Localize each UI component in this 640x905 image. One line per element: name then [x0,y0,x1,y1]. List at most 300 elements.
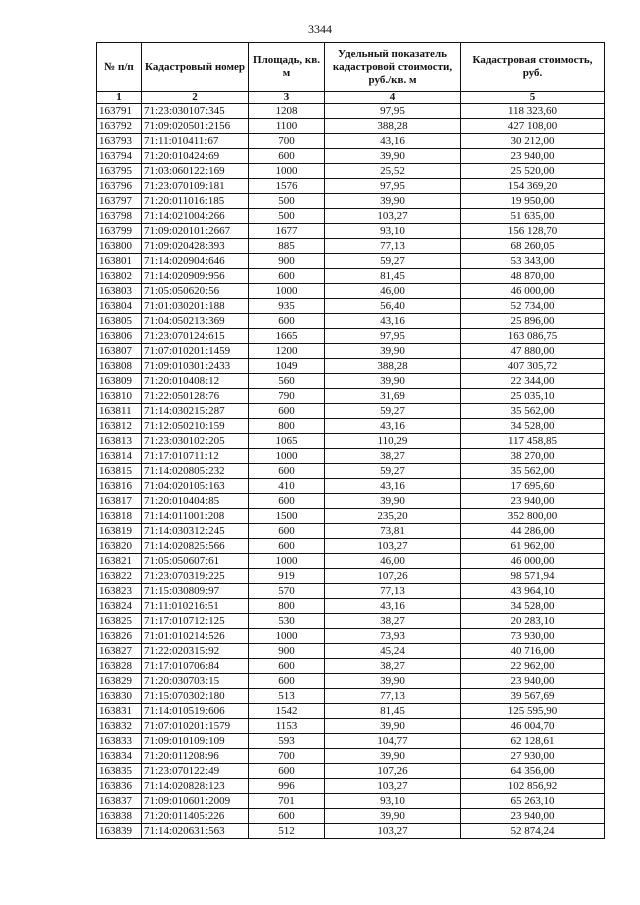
cadastral-number: 71:23:030107:345 [142,104,249,119]
table-row [97,614,605,629]
unit-value: 73,81 [325,524,461,539]
table-row [97,434,605,449]
unit-value: 77,13 [325,239,461,254]
row-index: 163796 [97,179,142,194]
unit-value: 39,90 [325,194,461,209]
row-index: 163804 [97,299,142,314]
row-index: 163834 [97,749,142,764]
row-index: 163820 [97,539,142,554]
row-index: 163825 [97,614,142,629]
unit-value: 388,28 [325,359,461,374]
column-number: 2 [142,92,249,104]
page-number: 3344 [308,22,332,36]
table-row [97,314,605,329]
header-area: Площадь, кв. м [249,43,325,92]
area: 1049 [249,359,325,374]
header-unit-value: Удельный показатель кадастровой стоимости, руб./кв. м [325,43,461,92]
cadastral-number: 71:14:020828:123 [142,779,249,794]
table-row [97,299,605,314]
row-index: 163837 [97,794,142,809]
header-index: № п/п [97,43,142,92]
cadastral-number: 71:20:011016:185 [142,194,249,209]
row-index: 163793 [97,134,142,149]
table-row [97,524,605,539]
table-row [97,284,605,299]
cadastral-number: 71:09:020501:2156 [142,119,249,134]
row-index: 163802 [97,269,142,284]
cadastral-number: 71:09:010601:2009 [142,794,249,809]
cadastral-value: 25 520,00 [461,164,605,179]
cadastral-value: 52 734,00 [461,299,605,314]
cadastral-value: 39 567,69 [461,689,605,704]
area: 1576 [249,179,325,194]
unit-value: 59,27 [325,254,461,269]
cadastral-value: 117 458,85 [461,434,605,449]
cadastral-value: 52 874,24 [461,824,605,839]
unit-value: 103,27 [325,779,461,794]
table-row [97,704,605,719]
unit-value: 43,16 [325,479,461,494]
row-index: 163798 [97,209,142,224]
row-index: 163807 [97,344,142,359]
area: 1065 [249,434,325,449]
area: 1200 [249,344,325,359]
row-index: 163829 [97,674,142,689]
area: 996 [249,779,325,794]
table-row [97,344,605,359]
cadastral-value: 40 716,00 [461,644,605,659]
cadastral-value: 102 856,92 [461,779,605,794]
row-index: 163795 [97,164,142,179]
unit-value: 31,69 [325,389,461,404]
row-index: 163815 [97,464,142,479]
unit-value: 56,40 [325,299,461,314]
unit-value: 97,95 [325,329,461,344]
unit-value: 38,27 [325,659,461,674]
table-row [97,509,605,524]
cadastral-number: 71:20:030703:15 [142,674,249,689]
cadastral-number: 71:14:010519:606 [142,704,249,719]
unit-value: 45,24 [325,644,461,659]
unit-value: 39,90 [325,749,461,764]
table-row [97,269,605,284]
table-row [97,104,605,119]
unit-value: 39,90 [325,809,461,824]
unit-value: 97,95 [325,179,461,194]
unit-value: 103,27 [325,539,461,554]
unit-value: 39,90 [325,719,461,734]
table-row [97,659,605,674]
unit-value: 97,95 [325,104,461,119]
unit-value: 103,27 [325,209,461,224]
cadastral-value: 46 000,00 [461,284,605,299]
area: 600 [249,314,325,329]
table-row [97,494,605,509]
cadastral-number: 71:20:011405:226 [142,809,249,824]
unit-value: 43,16 [325,419,461,434]
area: 600 [249,809,325,824]
row-index: 163814 [97,449,142,464]
unit-value: 46,00 [325,284,461,299]
cadastral-number: 71:23:070109:181 [142,179,249,194]
cadastral-value: 51 635,00 [461,209,605,224]
column-number: 4 [325,92,461,104]
cadastral-value: 17 695,60 [461,479,605,494]
row-index: 163827 [97,644,142,659]
row-index: 163819 [97,524,142,539]
cadastral-value: 19 950,00 [461,194,605,209]
row-index: 163835 [97,764,142,779]
area: 900 [249,644,325,659]
unit-value: 43,16 [325,314,461,329]
unit-value: 38,27 [325,449,461,464]
cadastral-number: 71:14:020825:566 [142,539,249,554]
table-row [97,584,605,599]
area: 500 [249,194,325,209]
table-row [97,389,605,404]
cadastral-value: 48 870,00 [461,269,605,284]
area: 410 [249,479,325,494]
table-row [97,779,605,794]
row-index: 163833 [97,734,142,749]
cadastral-value: 38 270,00 [461,449,605,464]
area: 600 [249,659,325,674]
cadastral-number: 71:09:010109:109 [142,734,249,749]
row-index: 163816 [97,479,142,494]
row-index: 163809 [97,374,142,389]
row-index: 163794 [97,149,142,164]
cadastral-value: 47 880,00 [461,344,605,359]
unit-value: 107,26 [325,569,461,584]
area: 600 [249,404,325,419]
table-row [97,764,605,779]
cadastral-number: 71:14:020805:232 [142,464,249,479]
cadastral-value: 427 108,00 [461,119,605,134]
area: 600 [249,464,325,479]
unit-value: 38,27 [325,614,461,629]
area: 600 [249,764,325,779]
unit-value: 39,90 [325,374,461,389]
area: 600 [249,539,325,554]
area: 600 [249,269,325,284]
row-index: 163810 [97,389,142,404]
table-row [97,599,605,614]
cadastral-value: 23 940,00 [461,149,605,164]
row-index: 163821 [97,554,142,569]
row-index: 163808 [97,359,142,374]
cadastral-value: 125 595,90 [461,704,605,719]
cadastral-value: 64 356,00 [461,764,605,779]
area: 1000 [249,449,325,464]
table-body [97,104,605,839]
unit-value: 104,77 [325,734,461,749]
table-row [97,554,605,569]
cadastral-number: 71:03:060122:169 [142,164,249,179]
area: 1000 [249,164,325,179]
cadastral-value: 73 930,00 [461,629,605,644]
table-row [97,119,605,134]
unit-value: 73,93 [325,629,461,644]
table-row [97,479,605,494]
cadastral-value: 43 964,10 [461,584,605,599]
row-index: 163818 [97,509,142,524]
row-index: 163813 [97,434,142,449]
header-row [97,43,605,92]
unit-value: 77,13 [325,584,461,599]
table-row [97,239,605,254]
header-cadastral-number: Кадастровый номер [142,43,249,92]
cadastral-number: 71:15:030809:97 [142,584,249,599]
table-row [97,179,605,194]
cadastral-value: 30 212,00 [461,134,605,149]
table-row [97,194,605,209]
cadastral-value: 27 930,00 [461,749,605,764]
table-row [97,209,605,224]
unit-value: 39,90 [325,674,461,689]
table-row [97,629,605,644]
row-index: 163791 [97,104,142,119]
area: 1208 [249,104,325,119]
cadastral-value: 23 940,00 [461,809,605,824]
cadastral-number: 71:14:030215:287 [142,404,249,419]
cadastre-table [96,42,605,839]
cadastral-number: 71:23:070124:615 [142,329,249,344]
cadastral-value: 22 344,00 [461,374,605,389]
cadastral-value: 163 086,75 [461,329,605,344]
unit-value: 81,45 [325,269,461,284]
table-row [97,719,605,734]
cadastral-number: 71:17:010706:84 [142,659,249,674]
row-index: 163805 [97,314,142,329]
cadastral-value: 34 528,00 [461,599,605,614]
table-row [97,824,605,839]
area: 1000 [249,554,325,569]
row-index: 163806 [97,329,142,344]
cadastral-number: 71:23:070319:225 [142,569,249,584]
table-row [97,224,605,239]
row-index: 163822 [97,569,142,584]
table-row [97,419,605,434]
cadastral-value: 23 940,00 [461,674,605,689]
table-row [97,809,605,824]
cadastral-number: 71:20:010408:12 [142,374,249,389]
table-row [97,254,605,269]
table-row [97,539,605,554]
cadastral-number: 71:01:030201:188 [142,299,249,314]
cadastral-value: 156 128,70 [461,224,605,239]
row-index: 163838 [97,809,142,824]
area: 700 [249,749,325,764]
area: 600 [249,524,325,539]
cadastral-number: 71:14:020631:563 [142,824,249,839]
unit-value: 93,10 [325,224,461,239]
table-row [97,359,605,374]
row-index: 163799 [97,224,142,239]
cadastral-value: 25 035,10 [461,389,605,404]
unit-value: 103,27 [325,824,461,839]
unit-value: 43,16 [325,134,461,149]
row-index: 163817 [97,494,142,509]
cadastral-number: 71:15:070302:180 [142,689,249,704]
table-row [97,164,605,179]
area: 600 [249,149,325,164]
cadastral-number: 71:04:050213:369 [142,314,249,329]
cadastral-number: 71:04:020105:163 [142,479,249,494]
area: 1153 [249,719,325,734]
area: 700 [249,134,325,149]
row-index: 163811 [97,404,142,419]
cadastral-number: 71:05:050607:61 [142,554,249,569]
table-row [97,374,605,389]
row-index: 163792 [97,119,142,134]
table-row [97,569,605,584]
row-index: 163836 [97,779,142,794]
cadastral-value: 22 962,00 [461,659,605,674]
area: 935 [249,299,325,314]
cadastral-number: 71:20:010404:85 [142,494,249,509]
area: 900 [249,254,325,269]
cadastral-number: 71:20:010424:69 [142,149,249,164]
cadastral-value: 98 571,94 [461,569,605,584]
row-index: 163800 [97,239,142,254]
row-index: 163824 [97,599,142,614]
table-row [97,329,605,344]
cadastral-value: 68 260,05 [461,239,605,254]
cadastral-value: 35 562,00 [461,404,605,419]
unit-value: 39,90 [325,494,461,509]
unit-value: 43,16 [325,599,461,614]
area: 800 [249,419,325,434]
unit-value: 107,26 [325,764,461,779]
table-row [97,734,605,749]
cadastral-number: 71:01:010214:526 [142,629,249,644]
cadastral-number: 71:22:050128:76 [142,389,249,404]
area: 530 [249,614,325,629]
column-number: 1 [97,92,142,104]
cadastral-number: 71:14:020909:956 [142,269,249,284]
row-index: 163831 [97,704,142,719]
area: 1000 [249,284,325,299]
unit-value: 39,90 [325,149,461,164]
table-row [97,749,605,764]
area: 570 [249,584,325,599]
unit-value: 110,29 [325,434,461,449]
unit-value: 59,27 [325,404,461,419]
cadastral-number: 71:14:011001:208 [142,509,249,524]
cadastral-number: 71:14:020904:646 [142,254,249,269]
cadastral-value: 35 562,00 [461,464,605,479]
area: 1542 [249,704,325,719]
area: 513 [249,689,325,704]
table-row [97,794,605,809]
cadastral-value: 25 896,00 [461,314,605,329]
cadastral-value: 61 962,00 [461,539,605,554]
cadastral-number: 71:17:010711:12 [142,449,249,464]
unit-value: 59,27 [325,464,461,479]
cadastral-number: 71:11:010411:67 [142,134,249,149]
area: 919 [249,569,325,584]
cadastral-value: 118 323,60 [461,104,605,119]
cadastral-number: 71:17:010712:125 [142,614,249,629]
area: 1100 [249,119,325,134]
area: 800 [249,599,325,614]
row-index: 163839 [97,824,142,839]
cadastral-number: 71:09:020101:2667 [142,224,249,239]
table-row [97,134,605,149]
unit-value: 235,20 [325,509,461,524]
cadastral-value: 46 004,70 [461,719,605,734]
table-row [97,674,605,689]
table-row [97,464,605,479]
table-row [97,149,605,164]
unit-value: 81,45 [325,704,461,719]
cadastral-value: 23 940,00 [461,494,605,509]
cadastral-value: 53 343,00 [461,254,605,269]
row-index: 163823 [97,584,142,599]
unit-value: 77,13 [325,689,461,704]
cadastral-number: 71:23:030102:205 [142,434,249,449]
cadastral-number: 71:07:010201:1459 [142,344,249,359]
cadastral-number: 71:11:010216:51 [142,599,249,614]
unit-value: 46,00 [325,554,461,569]
cadastral-value: 34 528,00 [461,419,605,434]
table-row [97,449,605,464]
area: 600 [249,674,325,689]
cadastral-number: 71:09:010301:2433 [142,359,249,374]
cadastral-value: 154 369,20 [461,179,605,194]
cadastral-value: 65 263,10 [461,794,605,809]
cadastral-value: 44 286,00 [461,524,605,539]
cadastral-number: 71:05:050620:56 [142,284,249,299]
header-cadastral-value: Кадастровая стоимость, руб. [461,43,605,92]
row-index: 163803 [97,284,142,299]
unit-value: 388,28 [325,119,461,134]
row-index: 163797 [97,194,142,209]
unit-value: 39,90 [325,344,461,359]
area: 1677 [249,224,325,239]
table-row [97,404,605,419]
area: 560 [249,374,325,389]
cadastral-number: 71:22:020315:92 [142,644,249,659]
area: 1665 [249,329,325,344]
cadastral-number: 71:14:030312:245 [142,524,249,539]
row-index: 163801 [97,254,142,269]
area: 1500 [249,509,325,524]
column-number: 3 [249,92,325,104]
row-index: 163812 [97,419,142,434]
cadastral-number: 71:12:050210:159 [142,419,249,434]
row-index: 163832 [97,719,142,734]
cadastral-number: 71:14:021004:266 [142,209,249,224]
area: 790 [249,389,325,404]
cadastral-value: 407 305,72 [461,359,605,374]
cadastral-number: 71:07:010201:1579 [142,719,249,734]
unit-value: 25,52 [325,164,461,179]
cadastral-value: 46 000,00 [461,554,605,569]
area: 1000 [249,629,325,644]
row-index: 163826 [97,629,142,644]
cadastral-value: 20 283,10 [461,614,605,629]
area: 600 [249,494,325,509]
cadastral-number: 71:23:070122:49 [142,764,249,779]
area: 593 [249,734,325,749]
cadastral-value: 352 800,00 [461,509,605,524]
row-index: 163828 [97,659,142,674]
cadastral-number: 71:20:011208:96 [142,749,249,764]
cadastral-value: 62 128,61 [461,734,605,749]
unit-value: 93,10 [325,794,461,809]
table-row [97,644,605,659]
